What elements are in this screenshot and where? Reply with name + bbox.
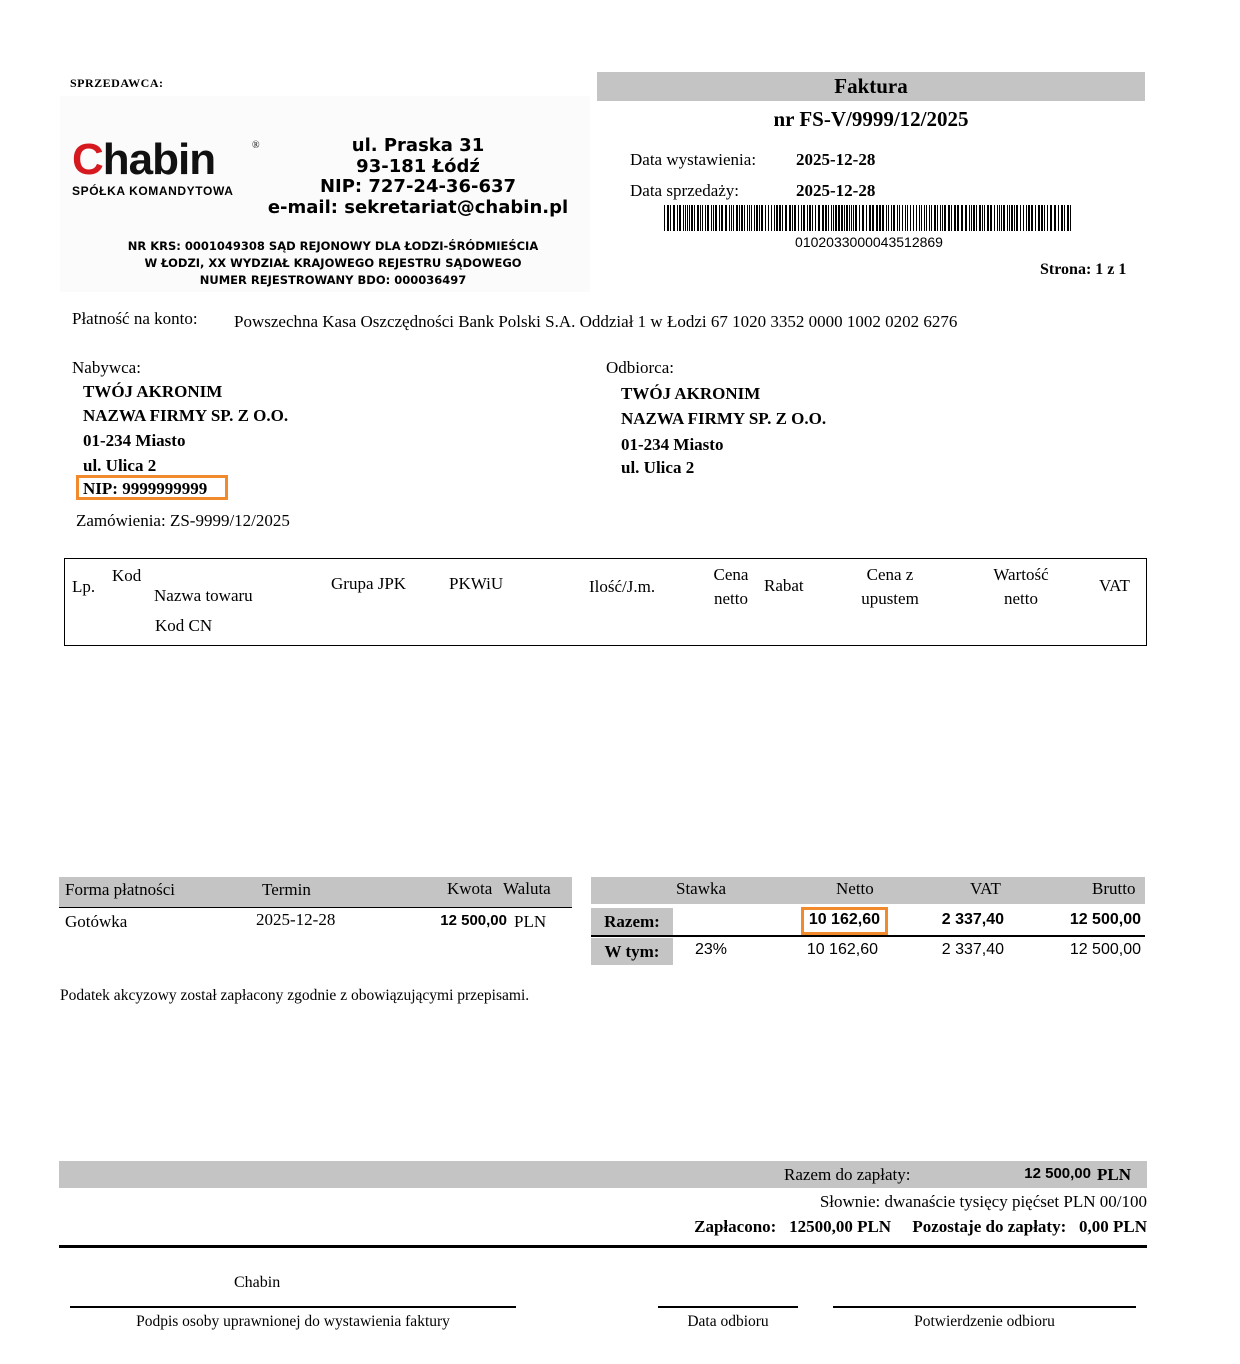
recipient-line: ul. Ulica 2	[621, 458, 695, 477]
col-kod-cn: Kod CN	[155, 616, 213, 635]
payment-form-value: Gotówka	[65, 912, 128, 931]
paid-label: Zapłacono:	[694, 1217, 777, 1236]
seller-address	[262, 136, 574, 218]
total-due-value: 12 500,00	[1024, 1165, 1091, 1182]
seller-city: 93-181 Łódź	[356, 155, 480, 177]
logo-letter-c: C	[72, 135, 103, 184]
col-wartosc-line1: Wartość	[993, 565, 1049, 584]
vat-net-header: Netto	[836, 879, 874, 898]
col-ilosc: Ilość/J.m.	[589, 577, 656, 596]
col-cena-upust-line1: Cena z	[866, 565, 914, 584]
vat-breakdown-gross: 12 500,00	[1069, 941, 1141, 958]
orders-reference: Zamówienia: ZS-9999/12/2025	[76, 511, 290, 530]
recipient-line: TWÓJ AKRONIM	[621, 384, 761, 403]
amount-in-words: Słownie: dwanaście tysięcy pięćset PLN 00/100	[819, 1192, 1147, 1211]
col-cena-netto-line2: netto	[714, 589, 748, 608]
vat-breakdown-rate: 23%	[695, 941, 728, 958]
seller-nip: NIP: 727-24-36-637	[319, 176, 517, 197]
payment-currency-value: PLN	[514, 912, 547, 931]
col-pkwiu: PKWiU	[449, 574, 504, 593]
buyer-line: 01-234 Miasto	[83, 431, 186, 450]
signature-line	[658, 1306, 798, 1308]
payment-term-value: 2025-12-28	[256, 910, 336, 929]
vat-breakdown-vat: 2 337,40	[941, 941, 1004, 958]
paid-summary	[560, 1217, 1147, 1237]
signature-line	[70, 1306, 516, 1308]
vat-total-gross: 12 500,00	[1069, 911, 1141, 928]
issue-date-label: Data wystawienia:	[630, 150, 757, 169]
signer-name: Chabin	[234, 1274, 281, 1291]
paid-value: 12500,00 PLN	[789, 1217, 892, 1236]
seller-registry	[68, 238, 598, 289]
issue-date-value: 2025-12-28	[796, 150, 876, 169]
sale-date-value: 2025-12-28	[796, 181, 876, 200]
col-wartosc	[982, 563, 1060, 611]
payment-term-header: Termin	[262, 880, 311, 899]
col-cena-netto	[700, 563, 762, 611]
vat-total-net: 10 162,60	[808, 911, 880, 928]
col-cena-upust	[850, 563, 930, 611]
payment-amount-header: Kwota	[447, 879, 493, 898]
receipt-confirmation-caption: Potwierdzenie odbioru	[914, 1313, 1055, 1330]
company-logo	[72, 135, 260, 198]
col-wartosc-line2: netto	[1004, 589, 1038, 608]
buyer-nip: NIP: 9999999999	[83, 479, 208, 498]
col-cena-netto-line1: Cena	[713, 565, 749, 584]
invoice-number: nr FS-V/9999/12/2025	[773, 107, 969, 131]
divider	[59, 1245, 1147, 1248]
receipt-date-caption: Data odbioru	[687, 1313, 769, 1330]
col-rabat: Rabat	[764, 576, 804, 595]
sale-date-label: Data sprzedaży:	[630, 181, 740, 200]
vat-vat-header: VAT	[970, 879, 1001, 898]
remaining-label: Pozostaje do zapłaty:	[912, 1217, 1067, 1236]
logo-subtitle: SPÓŁKA KOMANDYTOWA	[72, 184, 234, 198]
col-vat: VAT	[1099, 576, 1130, 595]
vat-breakdown-label: W tym:	[591, 938, 673, 965]
seller-email: e-mail: sekretariat@chabin.pl	[267, 196, 569, 218]
recipient-line: 01-234 Miasto	[621, 435, 724, 454]
buyer-line: NAZWA FIRMY SP. Z O.O.	[83, 406, 289, 425]
page-number: Strona: 1 z 1	[1040, 261, 1127, 278]
vat-rate-header: Stawka	[676, 879, 727, 898]
payment-currency-header: Waluta	[503, 879, 551, 898]
vat-total-label: Razem:	[591, 908, 673, 935]
payment-account-value: Powszechna Kasa Oszczędności Bank Polski S.A. Oddział 1 w Łodzi 67 1020 3352 0000 1002 0202 6276	[234, 312, 958, 331]
invoice-title: Faktura	[834, 74, 908, 98]
vat-breakdown-net: 10 162,60	[806, 941, 878, 958]
seller-label: SPRZEDAWCA:	[70, 76, 164, 90]
payment-amount-value: 12 500,00	[440, 912, 507, 929]
signature-line	[833, 1306, 1136, 1308]
col-nazwa: Nazwa towaru	[154, 586, 253, 605]
seller-registry-line: NUMER REJESTROWANY BDO: 000036497	[199, 273, 467, 287]
barcode-icon	[664, 205, 1074, 231]
issuer-signature-caption: Podpis osoby uprawnionej do wystawienia faktury	[136, 1313, 450, 1330]
col-cena-upust-line2: upustem	[861, 589, 919, 608]
payment-form-header: Forma płatności	[65, 880, 176, 899]
buyer-label: Nabywca:	[72, 358, 141, 377]
payment-account-label: Płatność na konto:	[72, 309, 198, 328]
vat-divider	[591, 935, 1145, 937]
buyer-line: TWÓJ AKRONIM	[83, 382, 223, 401]
remaining-value: 0,00 PLN	[1079, 1217, 1147, 1236]
total-due-label: Razem do zapłaty:	[784, 1165, 911, 1184]
registered-mark-icon: ®	[252, 140, 260, 151]
seller-street: ul. Praska 31	[351, 135, 485, 156]
seller-registry-line: NR KRS: 0001049308 SĄD REJONOWY DLA ŁODZI-ŚRÓDMIEŚCIA	[127, 239, 539, 253]
col-kod: Kod	[112, 566, 142, 585]
seller-registry-line: W ŁODZI, XX WYDZIAŁ KRAJOWEGO REJESTRU SĄDOWEGO	[144, 256, 522, 270]
recipient-line: NAZWA FIRMY SP. Z O.O.	[621, 409, 827, 428]
nip-highlight	[76, 475, 228, 500]
vat-total-vat: 2 337,40	[941, 911, 1004, 928]
buyer-line: ul. Ulica 2	[83, 456, 157, 475]
col-lp: Lp.	[72, 577, 96, 596]
total-due-currency: PLN	[1097, 1165, 1131, 1184]
logo-word: habin	[102, 135, 216, 184]
recipient-label: Odbiorca:	[606, 358, 674, 377]
excise-note: Podatek akcyzowy został zapłacony zgodnie z obowiązującymi przepisami.	[60, 987, 530, 1004]
col-grupa-jpk: Grupa JPK	[331, 574, 407, 593]
vat-gross-header: Brutto	[1092, 879, 1136, 898]
netto-highlight	[801, 907, 888, 935]
barcode-number: 0102033000043512869	[795, 234, 943, 250]
